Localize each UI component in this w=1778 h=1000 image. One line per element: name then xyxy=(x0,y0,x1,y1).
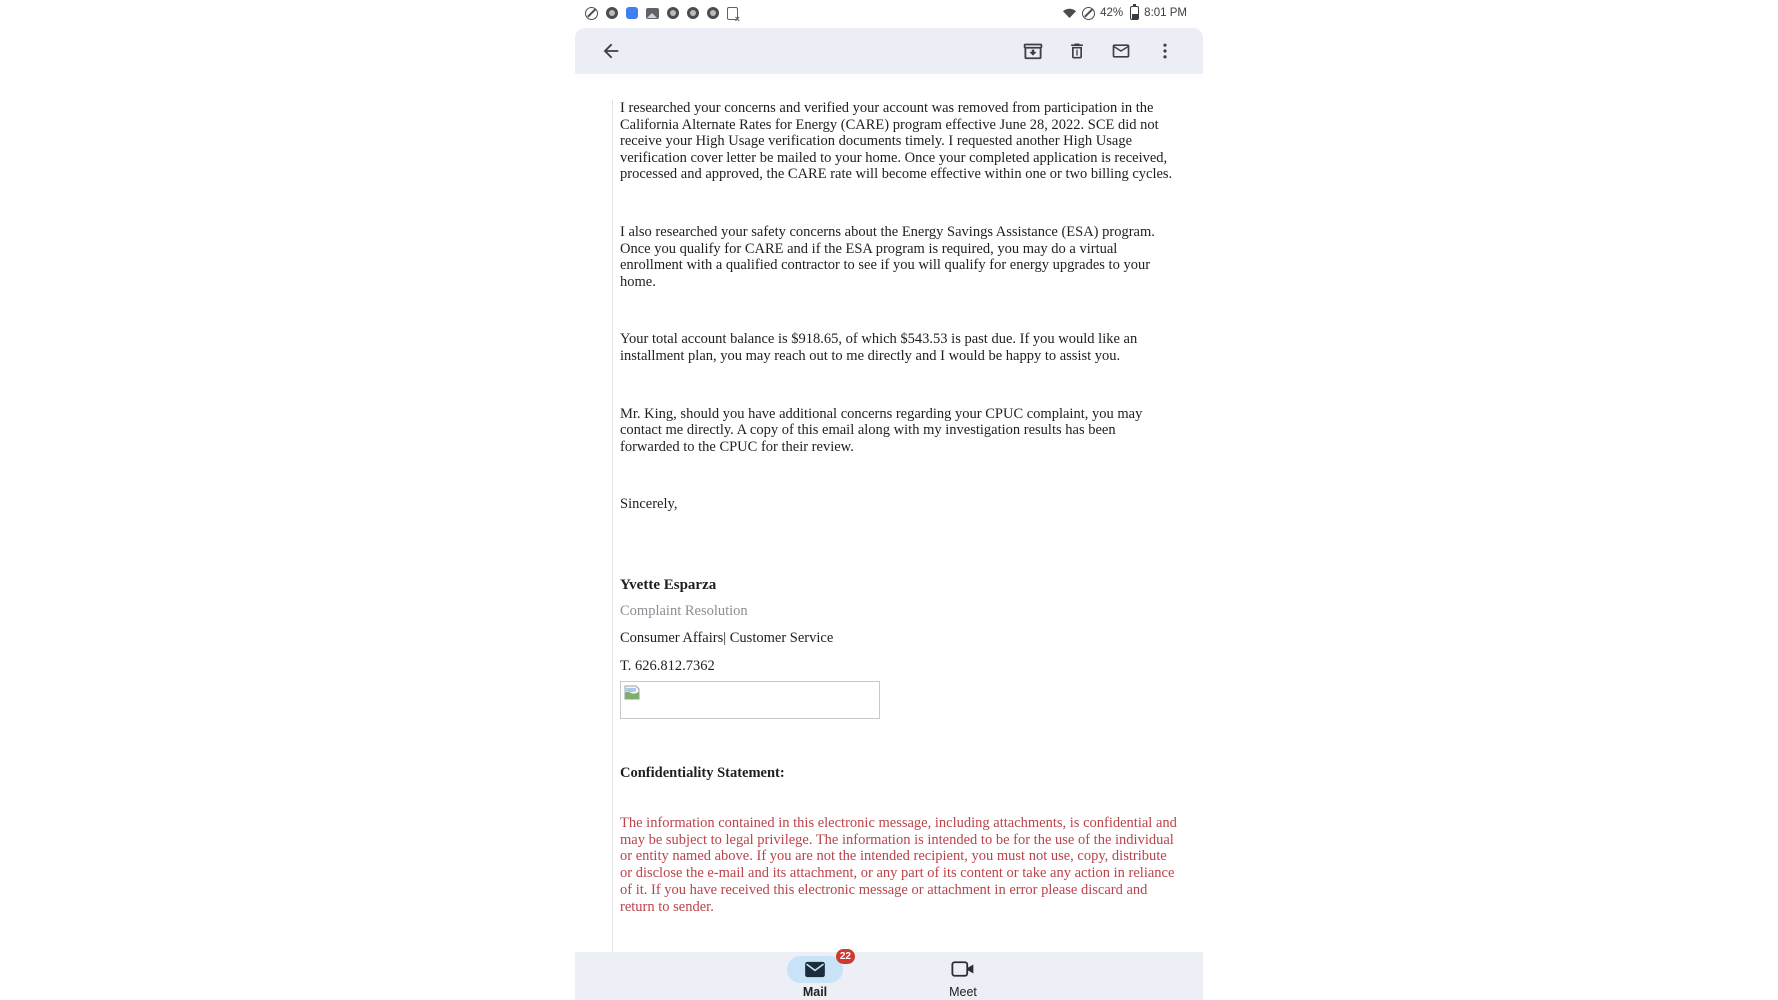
file-error-icon xyxy=(727,7,738,20)
signature-phone: T. 626.812.7362 xyxy=(620,657,715,674)
back-arrow-icon xyxy=(600,40,622,62)
email-body xyxy=(612,100,1177,952)
unread-count-badge: 22 xyxy=(836,949,855,964)
signature-department: Consumer Affairs| Customer Service xyxy=(620,630,834,647)
app-notification-icon xyxy=(687,7,699,19)
email-closing: Sincerely, xyxy=(620,496,678,513)
app-notification-icon xyxy=(667,7,679,19)
email-toolbar xyxy=(575,28,1203,74)
nav-tab-mail[interactable] xyxy=(783,951,851,999)
confidentiality-text: The information contained in this electronic message, including attachments, is confidential and may be subject to legal privilege. The information is intended to be for the use of the individual or entity named above. If you are not the intended recipient, you must not use, copy, distribute or disclose the e-mail and its attachment, or any part of its content or take any action in reliance of it. If you have received this electronic message or attachment in error please discard and return to sender. xyxy=(620,814,1177,915)
dnd-icon xyxy=(1082,7,1095,20)
gallery-icon xyxy=(646,8,659,19)
email-app-window xyxy=(575,0,1203,1000)
clock-text: 8:01 PM xyxy=(1144,7,1187,19)
active-tab-pill xyxy=(787,956,843,983)
email-paragraph: Your total account balance is $918.65, of which $543.53 is past due. If you would like an installment plan, you may reach out to me directly and I would be happy to assist you. xyxy=(620,331,1138,364)
mail-icon xyxy=(804,961,826,978)
battery-icon xyxy=(1130,6,1139,20)
signature-title: Complaint Resolution xyxy=(620,602,748,619)
wifi-icon xyxy=(1062,7,1077,19)
archive-button[interactable] xyxy=(1021,39,1045,63)
more-options-button[interactable] xyxy=(1153,39,1177,63)
envelope-icon xyxy=(1110,41,1132,61)
broken-image-icon xyxy=(624,685,640,700)
email-paragraph: I also researched your safety concerns about the Energy Savings Assistance (ESA) program. Once you qualify for CARE and if the ESA program is required, you may do a virtual enrollment with a qualified contractor to see if you will qualify for energy upgrades to your home. xyxy=(620,223,1155,290)
notification-icons xyxy=(585,7,738,20)
email-paragraph: Mr. King, should you have additional concerns regarding your CPUC complaint, you may contact me directly. A copy of this email along with my investigation results has been forwarded to the CPUC for their review. xyxy=(620,405,1143,455)
trash-icon xyxy=(1067,40,1087,62)
battery-percent: 42% xyxy=(1100,7,1124,19)
status-bar xyxy=(575,0,1203,24)
nav-label-meet: Meet xyxy=(949,985,977,999)
blue-app-icon xyxy=(626,7,638,19)
more-vert-icon xyxy=(1155,41,1175,61)
nav-tab-meet[interactable] xyxy=(931,955,995,999)
dnd-icon xyxy=(585,7,598,20)
archive-icon xyxy=(1022,40,1044,62)
confidentiality-heading: Confidentiality Statement: xyxy=(620,765,785,782)
app-notification-icon xyxy=(606,7,618,19)
app-notification-icon xyxy=(707,7,719,19)
mark-unread-button[interactable] xyxy=(1109,39,1133,63)
bottom-navigation xyxy=(575,952,1203,1000)
meet-camera-icon xyxy=(951,960,975,978)
broken-image-placeholder xyxy=(620,681,880,719)
nav-label-mail: Mail xyxy=(802,985,828,999)
email-content-scroll-area[interactable] xyxy=(575,74,1203,952)
email-paragraph: I researched your concerns and verified your account was removed from participation in the California Alternate Rates for Energy (CARE) program effective June 28, 2022. SCE did not receive your High Usage verification documents timely. I requested another High Usage verification cover letter be mailed to your home. Once your completed application is received, processed and approved, the CARE rate will become effective within one or two billing cycles. xyxy=(620,100,1173,183)
back-button[interactable] xyxy=(599,39,623,63)
signature-name: Yvette Esparza xyxy=(620,576,717,593)
status-indicators xyxy=(1062,6,1187,20)
delete-button[interactable] xyxy=(1065,39,1089,63)
